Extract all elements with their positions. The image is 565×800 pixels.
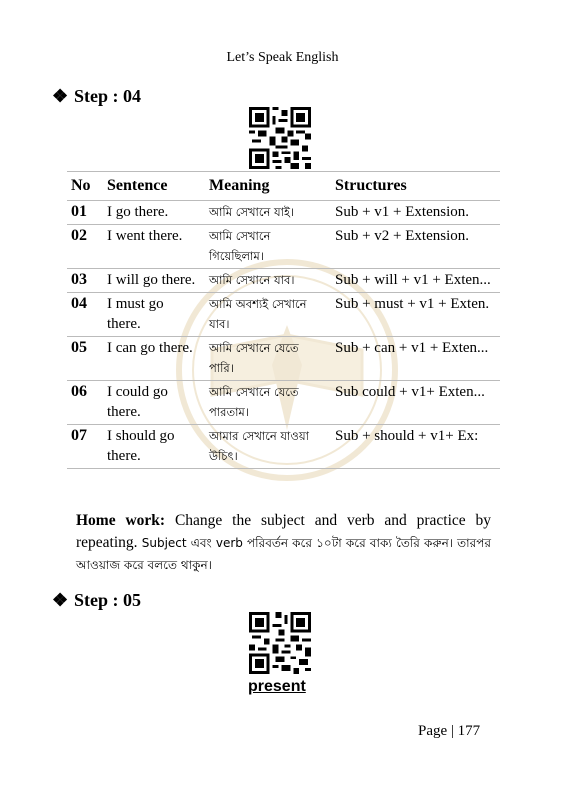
present-link[interactable]: present [248, 678, 306, 695]
diamond-bullet-icon: ❖ [52, 86, 69, 106]
qr-code-icon[interactable] [249, 107, 311, 169]
diamond-bullet-icon: ❖ [52, 590, 69, 610]
row-meaning: আমি সেখানে গিয়েছিলাম। [205, 225, 331, 269]
step-04-heading [52, 86, 141, 107]
row-structure: Sub + will + v1 + Exten... [331, 269, 500, 293]
row-sentence: I go there. [103, 201, 205, 225]
col-structures-header: Structures [331, 172, 500, 201]
row-sentence: I could go there. [103, 381, 205, 425]
row-meaning: আমি সেখানে যেতে পারি। [205, 337, 331, 381]
row-sentence: I went there. [103, 225, 205, 269]
step-05-label: Step : 05 [74, 590, 141, 610]
homework-text-bn: Subject এবং verb পরিবর্তন করে ১০টা করে বাক্য তৈরি করুন। তারপর আওয়াজ করে বলতে থাকুন। [76, 536, 492, 572]
table-row [67, 269, 500, 293]
step-04-label: Step : 04 [74, 86, 141, 106]
table-row [67, 425, 500, 469]
row-sentence: I can go there. [103, 337, 205, 381]
col-sentence-header: Sentence [103, 172, 205, 201]
step-05-heading [52, 590, 141, 611]
homework-text-en: Change the subject and verb and practice by repeating. [76, 512, 492, 551]
homework-label: Home work: [76, 512, 166, 529]
homework-paragraph [76, 510, 491, 576]
row-structure: Sub could + v1+ Exten... [331, 381, 500, 425]
running-header: Let’s Speak English [226, 50, 339, 65]
qr-code-icon[interactable] [249, 612, 311, 674]
row-sentence: I will go there. [103, 269, 205, 293]
row-structure: Sub + must + v1 + Exten. [331, 293, 500, 337]
col-meaning-header: Meaning [205, 172, 331, 201]
col-no-header: No [67, 172, 103, 201]
row-structure: Sub + should + v1+ Ex: [331, 425, 500, 469]
row-number: 01 [67, 201, 103, 225]
row-sentence: I should go there. [103, 425, 205, 469]
row-number: 04 [67, 293, 103, 337]
row-structure: Sub + v1 + Extension. [331, 201, 500, 225]
table-row [67, 293, 500, 337]
row-number: 05 [67, 337, 103, 381]
table-row [67, 201, 500, 225]
table-header-row [67, 172, 500, 201]
row-structure: Sub + can + v1 + Exten... [331, 337, 500, 381]
row-meaning: আমি সেখানে যাব। [205, 269, 331, 293]
row-number: 03 [67, 269, 103, 293]
row-meaning: আমার সেখানে যাওয়া উচিৎ। [205, 425, 331, 469]
row-number: 07 [67, 425, 103, 469]
row-sentence: I must go there. [103, 293, 205, 337]
row-meaning: আমি সেখানে যেতে পারতাম। [205, 381, 331, 425]
page-number: Page | 177 [418, 723, 481, 739]
table-row [67, 381, 500, 425]
row-meaning: আমি সেখানে যাই। [205, 201, 331, 225]
table-row [67, 337, 500, 381]
table-row [67, 225, 500, 269]
row-meaning: আমি অবশ্যই সেখানে যাব। [205, 293, 331, 337]
row-structure: Sub + v2 + Extension. [331, 225, 500, 269]
sentence-table [67, 171, 500, 469]
row-number: 06 [67, 381, 103, 425]
row-number: 02 [67, 225, 103, 269]
